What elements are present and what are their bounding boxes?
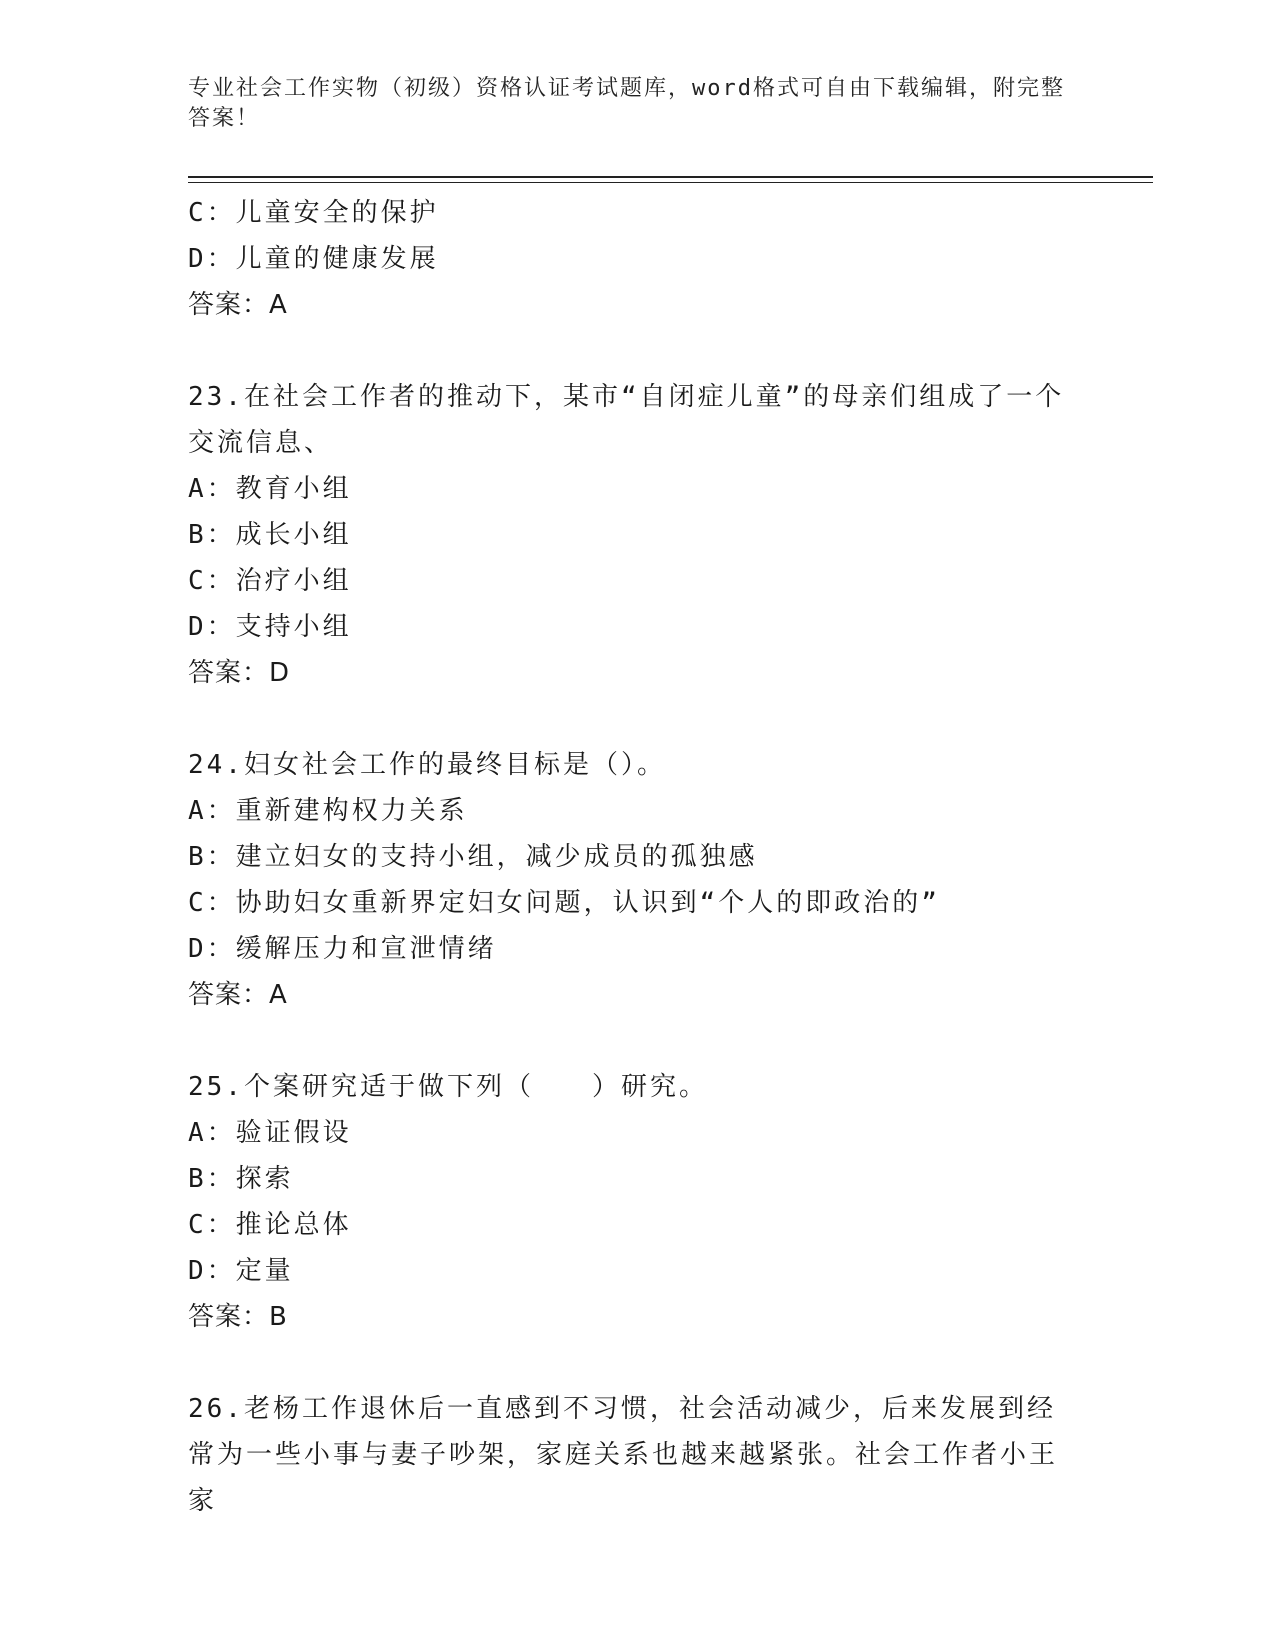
question-24 [188,742,1088,1018]
question-stem: 23.在社会工作者的推动下，某市“自闭症儿童”的母亲们组成了一个交流信息、 [188,382,1065,458]
option-d: D：支持小组 [188,612,352,642]
answer-line: 答案：D [188,658,291,688]
question-26 [188,1386,1088,1524]
option-a: A：验证假设 [188,1118,352,1148]
option-b: B：成长小组 [188,520,352,550]
question-23 [188,374,1088,696]
spacer [188,1340,1088,1386]
answer-line: 答案：B [188,1302,288,1332]
question-stem: 25.个案研究适于做下列（ ）研究。 [188,1072,708,1102]
option-c: C：协助妇女重新界定妇女问题，认识到“个人的即政治的” [188,888,940,918]
option-c: C：儿童安全的保护 [188,198,439,228]
question-stem: 26.老杨工作退休后一直感到不习惯，社会活动减少，后来发展到经常为一些小事与妻子吵架，家庭关系也越来越紧张。社会工作者小王家 [188,1394,1059,1516]
option-a: A：重新建构权力关系 [188,796,468,826]
option-d: D：定量 [188,1256,294,1286]
answer-line: 答案：A [188,290,288,320]
question-25 [188,1064,1088,1340]
spacer [188,1018,1088,1064]
option-d: D：儿童的健康发展 [188,244,439,274]
document-header: 专业社会工作实物（初级）资格认证考试题库，word格式可自由下载编辑，附完整答案！ [188,76,1065,131]
answer-line: 答案：A [188,980,288,1010]
document-content [188,190,1088,1524]
header-rule-thin [188,182,1153,183]
option-d: D：缓解压力和宣泄情绪 [188,934,497,964]
question-stem: 24.妇女社会工作的最终目标是（）。 [188,750,666,780]
option-a: A：教育小组 [188,474,352,504]
option-c: C：推论总体 [188,1210,352,1240]
option-b: B：建立妇女的支持小组，减少成员的孤独感 [188,842,758,872]
header-rule-thick [188,176,1153,178]
spacer [188,696,1088,742]
spacer [188,328,1088,374]
option-b: B：探索 [188,1164,294,1194]
option-c: C：治疗小组 [188,566,352,596]
